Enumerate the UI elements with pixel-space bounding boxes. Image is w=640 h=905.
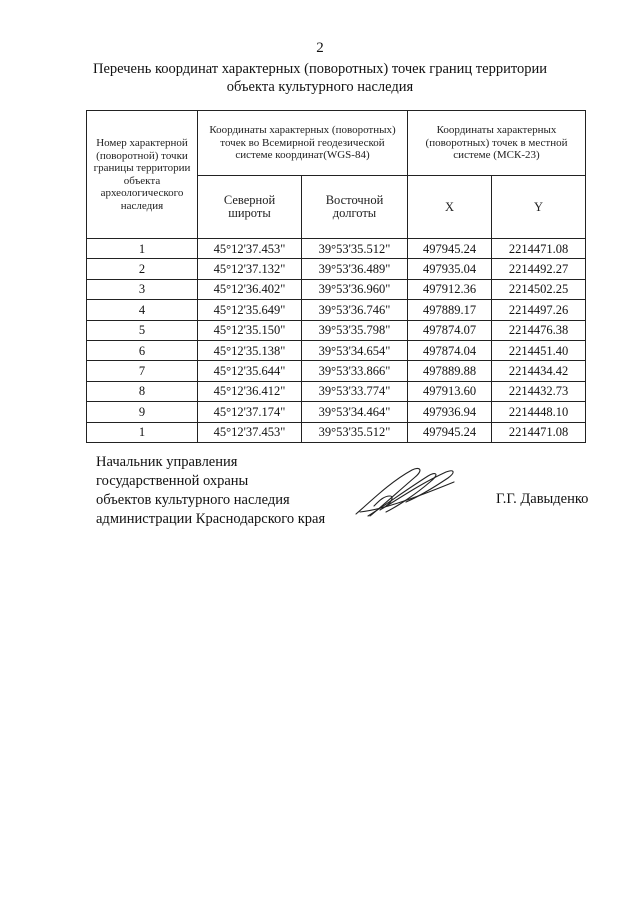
point-number-cell: 5 [87, 320, 198, 340]
x-coordinate-cell: 497889.17 [408, 300, 492, 320]
official-title-line-1: Начальник управления [96, 454, 238, 470]
latitude-cell: 45°12'35.649" [198, 300, 302, 320]
signatory-name: Г.Г. Давыденко [496, 491, 589, 507]
longitude-cell: 39°53'34.464" [302, 402, 408, 422]
x-coordinate-cell: 497935.04 [408, 259, 492, 279]
header-y: Y [492, 176, 586, 239]
latitude-cell: 45°12'35.138" [198, 340, 302, 360]
y-coordinate-cell: 2214471.08 [492, 422, 586, 442]
header-wgs84: Координаты характерных (поворотных) точек во Всемирной геодезической системе координат(WGS-84) [198, 111, 408, 176]
header-point-number: Номер характерной (поворотной) точки границы территории объекта археологического наследия [87, 111, 198, 239]
point-number-cell: 3 [87, 279, 198, 299]
x-coordinate-cell: 497945.24 [408, 422, 492, 442]
document-title [70, 60, 570, 96]
point-number-cell: 1 [87, 239, 198, 259]
header-x: X [408, 176, 492, 239]
header-east-longitude: Восточной долготы [302, 176, 408, 239]
latitude-cell: 45°12'37.132" [198, 259, 302, 279]
table-row [87, 361, 586, 381]
x-coordinate-cell: 497945.24 [408, 239, 492, 259]
point-number-cell: 9 [87, 402, 198, 422]
point-number-cell: 1 [87, 422, 198, 442]
table-row [87, 300, 586, 320]
longitude-cell: 39°53'36.960" [302, 279, 408, 299]
table-row [87, 279, 586, 299]
y-coordinate-cell: 2214476.38 [492, 320, 586, 340]
y-coordinate-cell: 2214502.25 [492, 279, 586, 299]
point-number-cell: 7 [87, 361, 198, 381]
y-coordinate-cell: 2214471.08 [492, 239, 586, 259]
table-row [87, 402, 586, 422]
x-coordinate-cell: 497889.88 [408, 361, 492, 381]
y-coordinate-cell: 2214432.73 [492, 381, 586, 401]
latitude-cell: 45°12'37.174" [198, 402, 302, 422]
x-coordinate-cell: 497913.60 [408, 381, 492, 401]
table-row [87, 259, 586, 279]
point-number-cell: 8 [87, 381, 198, 401]
official-title-line-3: объектов культурного наследия [96, 492, 290, 508]
latitude-cell: 45°12'35.644" [198, 361, 302, 381]
longitude-cell: 39°53'36.746" [302, 300, 408, 320]
latitude-cell: 45°12'37.453" [198, 239, 302, 259]
header-north-latitude: Северной широты [198, 176, 302, 239]
header-msk23: Координаты характерных (поворотных) точек в местной системе (МСК-23) [408, 111, 586, 176]
table-row [87, 422, 586, 442]
longitude-cell: 39°53'36.489" [302, 259, 408, 279]
y-coordinate-cell: 2214448.10 [492, 402, 586, 422]
table-row [87, 381, 586, 401]
point-number-cell: 2 [87, 259, 198, 279]
y-coordinate-cell: 2214434.42 [492, 361, 586, 381]
longitude-cell: 39°53'35.512" [302, 239, 408, 259]
official-title [96, 453, 366, 529]
table-row [87, 340, 586, 360]
latitude-cell: 45°12'36.412" [198, 381, 302, 401]
x-coordinate-cell: 497874.07 [408, 320, 492, 340]
table-row [87, 320, 586, 340]
point-number-cell: 4 [87, 300, 198, 320]
y-coordinate-cell: 2214451.40 [492, 340, 586, 360]
x-coordinate-cell: 497936.94 [408, 402, 492, 422]
x-coordinate-cell: 497874.04 [408, 340, 492, 360]
longitude-cell: 39°53'35.798" [302, 320, 408, 340]
coordinates-table [86, 110, 586, 443]
official-title-line-4: администрации Краснодарского края [96, 511, 326, 527]
page-number: 2 [316, 40, 324, 56]
y-coordinate-cell: 2214497.26 [492, 300, 586, 320]
title-line-1: Перечень координат характерных (поворотных) точек границ территории [92, 61, 548, 77]
longitude-cell: 39°53'33.774" [302, 381, 408, 401]
point-number-cell: 6 [87, 340, 198, 360]
longitude-cell: 39°53'34.654" [302, 340, 408, 360]
official-title-line-2: государственной охраны [96, 473, 249, 489]
longitude-cell: 39°53'35.512" [302, 422, 408, 442]
latitude-cell: 45°12'36.402" [198, 279, 302, 299]
y-coordinate-cell: 2214492.27 [492, 259, 586, 279]
x-coordinate-cell: 497912.36 [408, 279, 492, 299]
latitude-cell: 45°12'35.150" [198, 320, 302, 340]
handwritten-signature [350, 462, 460, 527]
title-line-2: объекта культурного наследия [226, 79, 414, 95]
longitude-cell: 39°53'33.866" [302, 361, 408, 381]
table-row [87, 239, 586, 259]
latitude-cell: 45°12'37.453" [198, 422, 302, 442]
